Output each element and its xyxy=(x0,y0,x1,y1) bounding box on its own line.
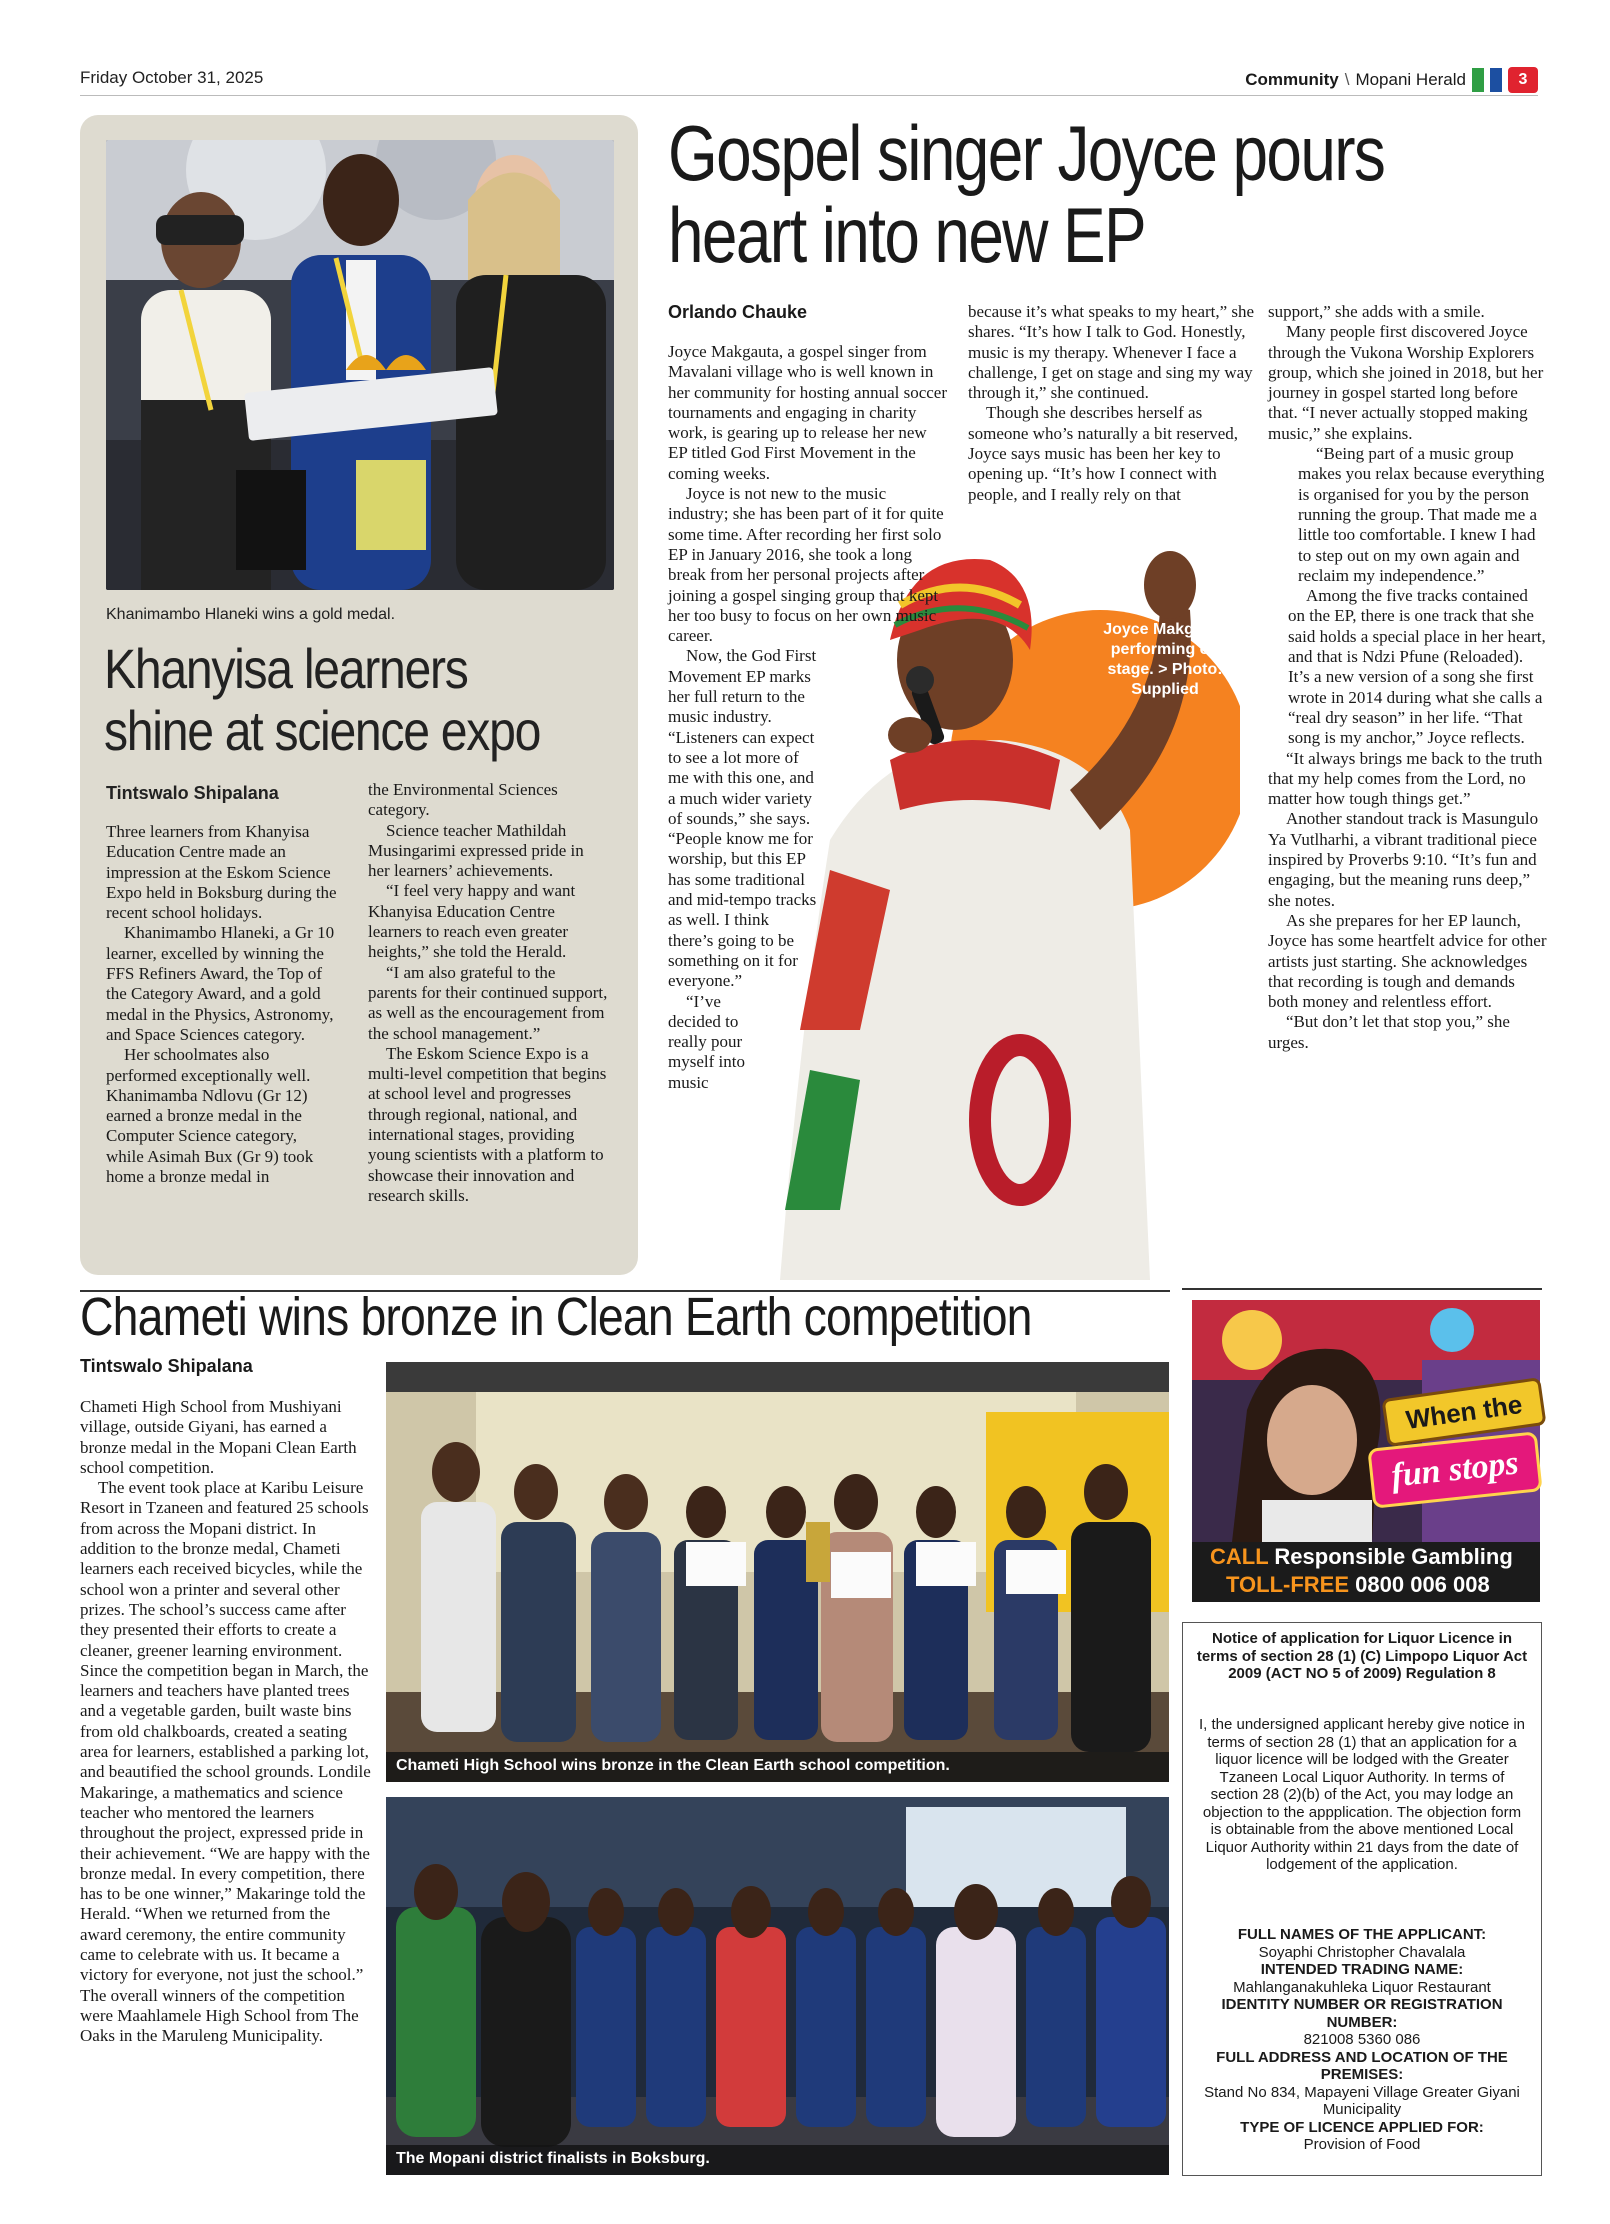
chameti-photo xyxy=(386,1362,1169,1782)
field-value: Provision of Food xyxy=(1303,2136,1421,2153)
gospel-column-1 xyxy=(668,342,948,1093)
ad-call-line xyxy=(1210,1544,1513,1570)
chameti-headline: Chameti wins bronze in Clean Earth competition xyxy=(80,1287,1032,1347)
field-label: TYPE OF LICENCE APPLIED FOR: xyxy=(1240,2118,1484,2136)
khanyisa-photo xyxy=(106,140,614,590)
field-label: FULL NAMES OF THE APPLICANT: xyxy=(1237,1926,1487,1943)
notice-field xyxy=(1190,1996,1534,2049)
page-number: 3 xyxy=(1508,67,1538,93)
finalists-photo xyxy=(386,1797,1169,2175)
ad-when-the-badge: When the xyxy=(1381,1377,1546,1447)
green-bar-icon xyxy=(1472,68,1484,92)
gospel-column-3 xyxy=(1268,302,1548,1053)
paper-name: Mopani Herald xyxy=(1355,70,1466,89)
gospel-headline: Gospel singer Joyce pours heart into new EP xyxy=(668,109,1385,279)
ad-fun-stops-badge: fun stops xyxy=(1367,1431,1542,1508)
paragraph: Joyce is not new to the music industry; she has been part of it for quite some time. After recording her first solo EP in January 2016, she took a long break from her personal projects after joining a gospel singing group that kept her too busy to focus on her own music career. xyxy=(668,484,944,646)
paragraph: As she prepares for her EP launch, Joyce has some heartfelt advice for other artists just starting. She acknowledges that recording is tough and demands both money and relentless effort. xyxy=(1268,910,1547,1012)
khanyisa-column-2 xyxy=(368,780,608,1206)
paragraph: Her schoolmates also performed exceptionally well. Khanimamba Ndlovu (Gr 12) earned a bronze medal in the Computer Science category, while Asimah Bux (Gr 9) took home a bronze medal in xyxy=(106,1045,314,1187)
paragraph: Joyce Makgauta, a gospel singer from Mavalani village who is well known in her community for hosting annual soccer tournaments and engaging in charity work, is gearing up to release her new EP titled God First Movement in the coming weeks. xyxy=(668,342,948,483)
singer-photo-caption: Joyce Makgauta performing on stage. > Photo: Supplied xyxy=(1103,621,1227,698)
notice-title: Notice of application for Liquor Licence in terms of section 28 (1) (C) Limpopo Liquor Act 2009 (ACT NO 5 of 2009) Regulation 8 xyxy=(1196,1630,1528,1682)
notice-field xyxy=(1190,1961,1534,1996)
blue-bar-icon xyxy=(1490,68,1502,92)
field-label: IDENTITY NUMBER OR REGISTRATION NUMBER: xyxy=(1221,1996,1503,2031)
notice-field xyxy=(1190,2119,1534,2154)
section-name: Community xyxy=(1245,70,1339,89)
page-header-right xyxy=(1245,66,1538,94)
paragraph: because it’s what speaks to my heart,” she shares. “It’s how I talk to God. Honestly, music is my therapy. Whenever I face a challenge, I get on stage and sing my way through it,” she continued. xyxy=(968,302,1255,403)
ad-tollfree-prefix: TOLL-FREE xyxy=(1226,1572,1350,1597)
ad-call-prefix: CALL xyxy=(1210,1544,1269,1569)
paragraph: “I am also grateful to the parents for their continued support, as well as the encouragement from the school management.” xyxy=(368,962,608,1043)
field-value: Soyaphi Christopher Chavalala xyxy=(1258,1943,1466,1961)
notice-field xyxy=(1190,2049,1534,2119)
khanyisa-column-1 xyxy=(106,822,338,1187)
paragraph: Among the five tracks contained on the EP, there is one track that she said holds a special place in her heart, and that is Ndzi Pfune (Reloaded). It’s a new version of a song she first wrote in 2014 during what she calls a “real dry season” in her life. “That song is my anchor,” Joyce reflects. xyxy=(1288,586,1546,748)
section-separator: \ xyxy=(1344,70,1350,89)
paragraph: The Eskom Science Expo is a multi-level competition that begins at school level and progresses through regional, national, and international stages, providing young scientists with a platform to showcase their innovation and research skills. xyxy=(368,1043,607,1205)
paragraph: “I’ve decided to really pour myself into music xyxy=(668,991,745,1092)
paragraph: “I feel very happy and want Khanyisa Education Centre learners to reach even greater heights,” she told the Herald. xyxy=(368,881,576,962)
paragraph: Chameti High School from Mushiyani village, outside Giyani, has earned a bronze medal in the Mopani Clean Earth school competition. xyxy=(80,1397,357,1477)
gospel-column-2 xyxy=(968,302,1256,505)
field-label: FULL ADDRESS AND LOCATION OF THE PREMISES: xyxy=(1216,2048,1508,2083)
notice-body: I, the undersigned applicant hereby give notice in terms of section 28 (1) that an application for a liquor licence will be lodged with the Greater Tzaneen Local Liquor Authority. In terms of section 28 (2)(b) of the Act, you may lodge an objection to the appplication. The objection form is obtainable from the above mentioned Local Liquor Authority within 21 days from the date of lodgement of the application. xyxy=(1198,1716,1526,1873)
paragraph: support,” she adds with a smile. xyxy=(1268,302,1485,321)
notice-field xyxy=(1190,1926,1534,1961)
khanyisa-headline: Khanyisa learners shine at science expo xyxy=(104,637,541,762)
gospel-byline: Orlando Chauke xyxy=(668,302,808,322)
field-label: INTENDED TRADING NAME: xyxy=(1260,1961,1464,1978)
ad-call-text: Responsible Gambling xyxy=(1274,1544,1513,1569)
paragraph: the Environmental Sciences category. xyxy=(368,780,558,820)
ad-tollfree-number: 0800 006 008 xyxy=(1355,1572,1490,1597)
field-value: Stand No 834, Mapayeni Village Greater Giyani Municipality xyxy=(1204,2083,1520,2118)
chameti-photo-caption: Chameti High School wins bronze in the Clean Earth school competition. xyxy=(396,1757,950,1774)
paragraph: Khanimambo Hlaneki, a Gr 10 learner, excelled by winning the FFS Refiners Award, the Top of the Category Award, and a gold medal in the Physics, Astronomy, and Space Sciences category. xyxy=(106,923,335,1044)
khanyisa-byline: Tintswalo Shipalana xyxy=(106,783,279,803)
paragraph: Now, the God First Movement EP marks her full return to the music industry. “Listeners can expect to see a lot more of me with this one, and a much wider variety of sounds,” she says. “People know me for worship, but this EP has some traditional and mid-tempo tracks as well. I think there’s going to be something on it for everyone.” xyxy=(668,646,817,991)
ad-tollfree-line xyxy=(1226,1572,1490,1598)
chameti-column xyxy=(80,1397,372,2047)
paragraph: “It always brings me back to the truth that my help comes from the Lord, no matter how tough things get.” xyxy=(1268,748,1543,809)
paragraph: Another standout track is Masungulo Ya Vutlharhi, a vibrant traditional piece inspired by Proverbs 9:10. “It’s fun and engaging, but the meaning runs deep,” she notes. xyxy=(1268,809,1539,910)
header-rule xyxy=(80,95,1538,96)
paragraph: Three learners from Khanyisa Education Centre made an impression at the Eskom Science Expo held in Boksburg during the recent school holidays. xyxy=(106,822,337,923)
paragraph: Many people first discovered Joyce through the Vukona Worship Explorers group, which she joined in 2018, but her journey in gospel started long before that. “I never actually stopped making music,” she explains. xyxy=(1268,322,1544,443)
notice-fields xyxy=(1190,1926,1534,2154)
field-value: 821008 5360 086 xyxy=(1303,2031,1421,2048)
khanyisa-photo-caption: Khanimambo Hlaneki wins a gold medal. xyxy=(106,606,396,623)
chameti-byline: Tintswalo Shipalana xyxy=(80,1356,253,1376)
issue-date: Friday October 31, 2025 xyxy=(80,68,264,87)
paragraph: “Being part of a music group makes you relax because everything is organised for you by the person running the group. That made me a little too comfortable. I knew I had to step out on my own again and reclaim my independence.” xyxy=(1298,444,1545,585)
finalists-photo-caption: The Mopani district finalists in Boksburg. xyxy=(396,2150,710,2167)
field-value: Mahlanganakuhleka Liquor Restaurant xyxy=(1233,1978,1491,1996)
paragraph: Though she describes herself as someone who’s naturally a bit reserved, Joyce says music has been her key to opening up. “It’s how I connect with people, and I really rely on that xyxy=(968,403,1239,504)
paragraph: “But don’t let that stop you,” she urges. xyxy=(1268,1012,1510,1052)
ad-rule xyxy=(1182,1288,1542,1290)
paragraph: Science teacher Mathildah Musingarimi expressed pride in her learners’ achievements. xyxy=(368,820,584,881)
paragraph: The event took place at Karibu Leisure Resort in Tzaneen and featured 25 schools from across the Mopani district. In addition to the bronze medal, Chameti learners each received bicycles, while the school won a printer and several other prizes. The school’s success came after they presented their efforts to create a cleaner, greener learning environment. Since the competition began in March, the learners and teachers have planted trees and a vegetable garden, built waste bins from old chalkboards, created a seating area for learners, established a parking lot, and beautified the school grounds. Londile Makaringe, a mathematics and science teacher who mentored the learners throughout the project, expressed pride in their achievement. “We are happy with the bronze medal. In every competition, there has to be one winner,” Makaringe told the Herald. “When we returned from the award ceremony, the entire community came to celebrate with us. It became a victory for everyone, not just the school.” The overall winners of the competition were Maahlamele High School from The Oaks in the Maruleng Municipality. xyxy=(80,1478,371,2046)
